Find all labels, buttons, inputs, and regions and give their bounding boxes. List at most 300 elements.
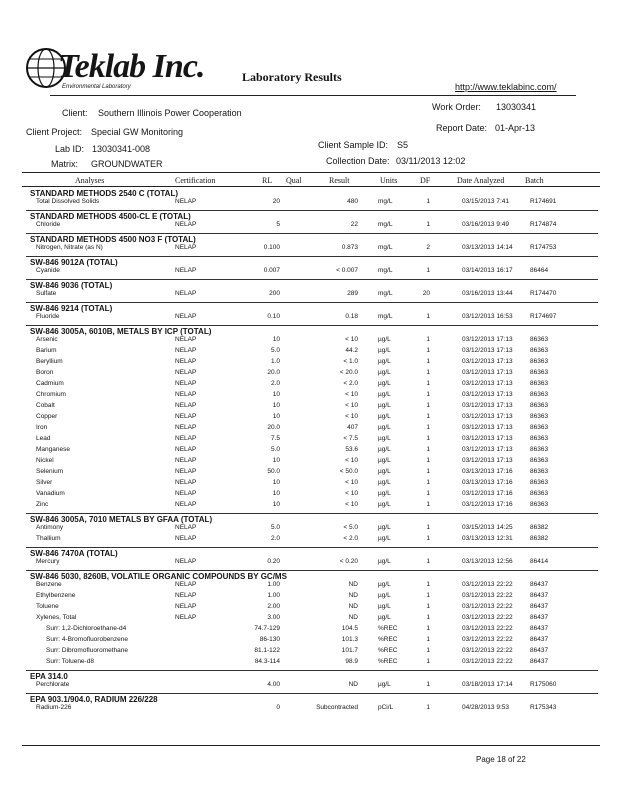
table-row	[0, 435, 619, 446]
result-cell: < 10	[345, 336, 358, 343]
footer-rule	[22, 745, 600, 746]
units-cell: µg/L	[378, 614, 391, 621]
analyte-cell: Nickel	[36, 457, 54, 464]
logo-subtitle: Environmental Laboratory	[62, 84, 131, 90]
rl-cell: 10	[272, 501, 280, 508]
analyte-cell: Perchlorate	[36, 681, 70, 688]
df-cell: 1	[426, 558, 430, 565]
date-analyzed-cell: 03/12/2013 17:13	[462, 402, 513, 409]
result-cell: 0.18	[345, 313, 358, 320]
rl-cell: 20.0	[267, 424, 280, 431]
batch-cell: 86363	[530, 380, 549, 387]
rl-cell: 10	[272, 402, 280, 409]
rl-cell: 5.0	[270, 446, 280, 453]
date-analyzed-cell: 03/12/2013 22:22	[462, 625, 513, 632]
rl-cell: 74.7-129	[254, 625, 280, 632]
rl-cell: 2.00	[267, 603, 280, 610]
date-analyzed-cell: 03/14/2013 16:17	[462, 267, 513, 274]
rl-cell: 20.0	[267, 369, 280, 376]
batch-cell: 86382	[530, 524, 549, 531]
date-analyzed-cell: 03/12/2013 17:13	[462, 358, 513, 365]
analyte-cell: Radium-226	[36, 704, 72, 711]
result-cell: < 5.0	[343, 524, 358, 531]
analyte-cell: Silver	[36, 479, 53, 486]
df-cell: 1	[426, 535, 430, 542]
result-cell: 101.3	[341, 636, 358, 643]
certification-cell: NELAP	[175, 446, 197, 453]
df-cell: 1	[426, 636, 430, 643]
certification-cell: NELAP	[175, 369, 197, 376]
result-cell: < 10	[345, 479, 358, 486]
units-cell: µg/L	[378, 479, 391, 486]
page-title: Laboratory Results	[242, 70, 342, 84]
date-analyzed-cell: 03/15/2013 14:25	[462, 524, 513, 531]
df-cell: 1	[426, 625, 430, 632]
batch-cell: 86363	[530, 347, 549, 354]
table-row	[0, 681, 619, 692]
analyte-cell: Arsenic	[36, 336, 58, 343]
batch-cell: 86437	[530, 658, 549, 665]
batch-cell: 86414	[530, 558, 549, 565]
units-cell: %REC	[378, 647, 398, 654]
date-analyzed-cell: 03/18/2013 17:14	[462, 681, 513, 688]
df-cell: 2	[426, 244, 430, 251]
batch-cell: 86437	[530, 647, 549, 654]
batch-cell: 86437	[530, 614, 549, 621]
date-analyzed-cell: 03/12/2013 17:13	[462, 336, 513, 343]
date-analyzed-cell: 03/12/2013 16:53	[462, 313, 513, 320]
df-cell: 1	[426, 614, 430, 621]
certification-cell: NELAP	[175, 524, 197, 531]
columns-bottom-rule	[22, 186, 600, 187]
result-cell: 98.9	[345, 658, 358, 665]
units-cell: %REC	[378, 636, 398, 643]
table-row	[0, 198, 619, 209]
units-cell: µg/L	[378, 424, 391, 431]
table-row	[0, 358, 619, 369]
df-cell: 1	[426, 198, 430, 205]
client-value: Southern Illinois Power Cooperation	[98, 108, 242, 118]
result-cell: ND	[348, 681, 358, 688]
rl-cell: 4.00	[267, 681, 280, 688]
lab-id-value: 13030341-008	[92, 144, 151, 154]
batch-cell: R174470	[530, 290, 557, 297]
rl-cell: 0.20	[267, 558, 280, 565]
date-analyzed-cell: 03/12/2013 17:13	[462, 413, 513, 420]
df-cell: 1	[426, 424, 430, 431]
table-row	[0, 290, 619, 301]
table-row	[0, 221, 619, 232]
analyte-cell: Copper	[36, 413, 58, 420]
df-cell: 1	[426, 647, 430, 654]
df-cell: 1	[426, 446, 430, 453]
table-row	[0, 457, 619, 468]
analyte-cell: Selenium	[36, 468, 64, 475]
table-row	[0, 658, 619, 669]
analyte-cell: Chloride	[36, 221, 61, 228]
batch-cell: R175343	[530, 704, 557, 711]
result-cell: 0.873	[341, 244, 358, 251]
method-section-title: STANDARD METHODS 2540 C (TOTAL)	[30, 189, 179, 198]
table-row	[0, 313, 619, 324]
batch-cell: 86437	[530, 625, 549, 632]
logo-wordmark: Teklab Inc.	[58, 48, 205, 85]
units-cell: mg/L	[378, 244, 393, 251]
table-row	[0, 603, 619, 614]
result-cell: ND	[348, 603, 358, 610]
df-cell: 1	[426, 479, 430, 486]
df-cell: 1	[426, 524, 430, 531]
date-analyzed-cell: 03/12/2013 17:16	[462, 490, 513, 497]
analyte-cell: Total Dissolved Solids	[36, 198, 100, 205]
col-date-analyzed: Date Analyzed	[457, 176, 505, 185]
table-row	[0, 636, 619, 647]
units-cell: µg/L	[378, 413, 391, 420]
units-cell: mg/L	[378, 267, 393, 274]
client-label: Client:	[62, 108, 88, 118]
batch-cell: 86363	[530, 402, 549, 409]
df-cell: 1	[426, 267, 430, 274]
rl-cell: 0	[276, 704, 280, 711]
table-row	[0, 424, 619, 435]
units-cell: µg/L	[378, 558, 391, 565]
certification-cell: NELAP	[175, 592, 197, 599]
rl-cell: 10	[272, 490, 280, 497]
date-analyzed-cell: 03/13/2013 17:16	[462, 479, 513, 486]
rl-cell: 84.3-114	[254, 658, 280, 665]
df-cell: 1	[426, 358, 430, 365]
method-section-title: SW-846 9036 (TOTAL)	[30, 281, 113, 290]
certification-cell: NELAP	[175, 347, 197, 354]
batch-cell: 86363	[530, 490, 549, 497]
result-cell: ND	[348, 581, 358, 588]
analyte-cell: Ethylbenzene	[36, 592, 76, 599]
analyte-cell: Cadmium	[36, 380, 64, 387]
units-cell: %REC	[378, 658, 398, 665]
analyte-cell: Iron	[36, 424, 48, 431]
method-section-title: EPA 903.1/904.0, RADIUM 226/228	[30, 695, 158, 704]
rl-cell: 0.007	[263, 267, 280, 274]
date-analyzed-cell: 03/12/2013 22:22	[462, 636, 513, 643]
df-cell: 1	[426, 313, 430, 320]
units-cell: µg/L	[378, 468, 391, 475]
certification-cell: NELAP	[175, 244, 197, 251]
certification-cell: NELAP	[175, 614, 197, 621]
df-cell: 1	[426, 704, 430, 711]
col-batch: Batch	[525, 176, 544, 185]
units-cell: µg/L	[378, 446, 391, 453]
df-cell: 1	[426, 490, 430, 497]
table-row	[0, 614, 619, 625]
analyte-cell: Toluene	[36, 603, 59, 610]
header-rule	[50, 95, 576, 96]
batch-cell: R174874	[530, 221, 557, 228]
date-analyzed-cell: 03/12/2013 17:13	[462, 347, 513, 354]
certification-cell: NELAP	[175, 290, 197, 297]
rl-cell: 200	[269, 290, 280, 297]
certification-cell: NELAP	[175, 603, 197, 610]
units-cell: µg/L	[378, 592, 391, 599]
batch-cell: 86437	[530, 603, 549, 610]
units-cell: µg/L	[378, 603, 391, 610]
certification-cell: NELAP	[175, 468, 197, 475]
date-analyzed-cell: 03/12/2013 17:13	[462, 457, 513, 464]
batch-cell: R174753	[530, 244, 557, 251]
units-cell: µg/L	[378, 358, 391, 365]
analyte-cell: Surr: 4-Bromofluorobenzene	[46, 636, 129, 643]
rl-cell: 10	[272, 391, 280, 398]
batch-cell: 86363	[530, 435, 549, 442]
certification-cell: NELAP	[175, 221, 197, 228]
df-cell: 1	[426, 336, 430, 343]
units-cell: µg/L	[378, 681, 391, 688]
units-cell: µg/L	[378, 490, 391, 497]
table-row	[0, 369, 619, 380]
result-cell: 22	[350, 221, 358, 228]
certification-cell: NELAP	[175, 435, 197, 442]
analyte-cell: Nitrogen, Nitrate (as N)	[36, 244, 103, 251]
result-cell: < 10	[345, 413, 358, 420]
result-cell: 289	[347, 290, 358, 297]
date-analyzed-cell: 03/12/2013 17:13	[462, 369, 513, 376]
date-analyzed-cell: 03/12/2013 17:13	[462, 424, 513, 431]
df-cell: 1	[426, 369, 430, 376]
project-value: Special GW Monitoring	[91, 127, 184, 137]
collection-date-value: 03/11/2013 12:02	[396, 156, 466, 166]
table-row	[0, 446, 619, 457]
report-date-value: 01-Apr-13	[495, 123, 536, 133]
analyte-cell: Fluoride	[36, 313, 60, 320]
date-analyzed-cell: 03/13/2013 12:56	[462, 558, 513, 565]
certification-cell: NELAP	[175, 558, 197, 565]
date-analyzed-cell: 03/12/2013 22:22	[462, 658, 513, 665]
certification-cell: NELAP	[175, 424, 197, 431]
date-analyzed-cell: 03/13/2013 17:16	[462, 468, 513, 475]
result-cell: 101.7	[341, 647, 358, 654]
table-row	[0, 468, 619, 479]
date-analyzed-cell: 03/12/2013 22:22	[462, 592, 513, 599]
section-divider	[26, 693, 598, 694]
batch-cell: 86437	[530, 592, 549, 599]
rl-cell: 86-130	[259, 636, 280, 643]
analyte-cell: Vanadium	[36, 490, 65, 497]
rl-cell: 5.0	[270, 347, 280, 354]
result-cell: 53.6	[345, 446, 358, 453]
table-row	[0, 535, 619, 546]
analyte-cell: Cyanide	[36, 267, 60, 274]
table-row	[0, 402, 619, 413]
units-cell: µg/L	[378, 347, 391, 354]
analyte-cell: Beryllium	[36, 358, 63, 365]
rl-cell: 0.100	[263, 244, 280, 251]
matrix-label: Matrix:	[51, 159, 78, 169]
analyte-cell: Surr: Toluene-d8	[46, 658, 94, 665]
method-section-title: SW-846 3005A, 7010 METALS BY GFAA (TOTAL)	[30, 515, 213, 524]
report-date-label: Report Date:	[436, 123, 488, 133]
result-cell: ND	[348, 592, 358, 599]
work-order-label: Work Order:	[432, 102, 481, 112]
analyte-cell: Chromium	[36, 391, 66, 398]
rl-cell: 5.0	[270, 524, 280, 531]
date-analyzed-cell: 03/12/2013 17:13	[462, 446, 513, 453]
section-divider	[26, 325, 598, 326]
page-number: Page 18 of 22	[476, 755, 526, 764]
batch-cell: 86363	[530, 479, 549, 486]
analyte-cell: Xylenes, Total	[36, 614, 77, 621]
certification-cell: NELAP	[175, 391, 197, 398]
date-analyzed-cell: 03/13/2013 12:31	[462, 535, 513, 542]
table-row	[0, 347, 619, 358]
col-rl: RL	[262, 176, 273, 185]
df-cell: 1	[426, 681, 430, 688]
section-divider	[26, 210, 598, 211]
units-cell: µg/L	[378, 336, 391, 343]
result-cell: < 1.0	[343, 358, 358, 365]
batch-cell: 86363	[530, 413, 549, 420]
df-cell: 1	[426, 581, 430, 588]
table-row	[0, 592, 619, 603]
col-df: DF	[420, 176, 431, 185]
df-cell: 1	[426, 658, 430, 665]
analyte-cell: Zinc	[36, 501, 49, 508]
result-cell: < 2.0	[343, 535, 358, 542]
certification-cell: NELAP	[175, 402, 197, 409]
analyte-cell: Surr: 1,2-Dichloroethane-d4	[46, 625, 127, 632]
col-certification: Certification	[175, 176, 216, 185]
table-row	[0, 625, 619, 636]
rl-cell: 2.0	[270, 535, 280, 542]
units-cell: µg/L	[378, 524, 391, 531]
table-row	[0, 336, 619, 347]
batch-cell: R174691	[530, 198, 557, 205]
rl-cell: 10	[272, 479, 280, 486]
units-cell: µg/L	[378, 457, 391, 464]
method-section-title: SW-846 9214 (TOTAL)	[30, 304, 113, 313]
analyte-cell: Cobalt	[36, 402, 55, 409]
df-cell: 1	[426, 435, 430, 442]
section-divider	[26, 302, 598, 303]
method-section-title: SW-846 3005A, 6010B, METALS BY ICP (TOTAL)	[30, 327, 212, 336]
certification-cell: NELAP	[175, 267, 197, 274]
rl-cell: 10	[272, 413, 280, 420]
date-analyzed-cell: 03/12/2013 22:22	[462, 603, 513, 610]
result-cell: < 0.007	[336, 267, 358, 274]
table-row	[0, 558, 619, 569]
units-cell: µg/L	[378, 380, 391, 387]
teklab-logo	[24, 46, 205, 95]
table-row	[0, 524, 619, 535]
rl-cell: 5	[276, 221, 280, 228]
rl-cell: 81.1-122	[254, 647, 280, 654]
batch-cell: 86437	[530, 636, 549, 643]
batch-cell: R175060	[530, 681, 557, 688]
date-analyzed-cell: 03/13/2013 14:14	[462, 244, 513, 251]
batch-cell: 86363	[530, 336, 549, 343]
analyte-cell: Thallium	[36, 535, 61, 542]
batch-cell: 86363	[530, 501, 549, 508]
result-cell: < 10	[345, 490, 358, 497]
columns-top-rule	[22, 172, 600, 173]
section-divider	[26, 233, 598, 234]
units-cell: %REC	[378, 625, 398, 632]
table-row	[0, 244, 619, 255]
col-units: Units	[380, 176, 398, 185]
table-row	[0, 391, 619, 402]
df-cell: 1	[426, 501, 430, 508]
batch-cell: R174697	[530, 313, 557, 320]
work-order-value: 13030341	[496, 102, 537, 112]
method-section-title: SW-846 9012A (TOTAL)	[30, 258, 118, 267]
rl-cell: 3.00	[267, 614, 280, 621]
website-link[interactable]: http://www.teklabinc.com/	[455, 82, 557, 92]
rl-cell: 10	[272, 457, 280, 464]
method-section-title: STANDARD METHODS 4500 NO3 F (TOTAL)	[30, 235, 196, 244]
df-cell: 1	[426, 380, 430, 387]
table-row	[0, 380, 619, 391]
section-divider	[26, 547, 598, 548]
result-cell: < 20.0	[339, 369, 358, 376]
batch-cell: 86464	[530, 267, 549, 274]
df-cell: 1	[426, 391, 430, 398]
rl-cell: 2.0	[270, 380, 280, 387]
df-cell: 1	[426, 413, 430, 420]
result-cell: 407	[347, 424, 358, 431]
units-cell: µg/L	[378, 369, 391, 376]
table-row	[0, 267, 619, 278]
rl-cell: 1.00	[267, 592, 280, 599]
result-cell: < 0.20	[339, 558, 358, 565]
result-cell: < 50.0	[339, 468, 358, 475]
analyte-cell: Boron	[36, 369, 54, 376]
certification-cell: NELAP	[175, 336, 197, 343]
date-analyzed-cell: 03/12/2013 22:22	[462, 614, 513, 621]
rl-cell: 7.5	[270, 435, 280, 442]
df-cell: 1	[426, 592, 430, 599]
result-cell: 480	[347, 198, 358, 205]
units-cell: µg/L	[378, 581, 391, 588]
certification-cell: NELAP	[175, 457, 197, 464]
analyte-cell: Sulfate	[36, 290, 57, 297]
result-cell: ND	[348, 614, 358, 621]
method-section-title: SW-846 7470A (TOTAL)	[30, 549, 118, 558]
certification-cell: NELAP	[175, 313, 197, 320]
units-cell: µg/L	[378, 535, 391, 542]
method-section-title: STANDARD METHODS 4500-CL E (TOTAL)	[30, 212, 191, 221]
batch-cell: 86363	[530, 446, 549, 453]
date-analyzed-cell: 03/12/2013 22:22	[462, 647, 513, 654]
analyte-cell: Lead	[36, 435, 51, 442]
result-cell: < 10	[345, 391, 358, 398]
batch-cell: 86363	[530, 457, 549, 464]
date-analyzed-cell: 03/12/2013 17:13	[462, 391, 513, 398]
batch-cell: 86363	[530, 358, 549, 365]
table-row	[0, 413, 619, 424]
analyte-cell: Benzene	[36, 581, 62, 588]
certification-cell: NELAP	[175, 198, 197, 205]
df-cell: 1	[426, 603, 430, 610]
result-cell: 104.5	[341, 625, 358, 632]
units-cell: mg/L	[378, 290, 393, 297]
collection-date-label: Collection Date:	[326, 156, 390, 166]
batch-cell: 86363	[530, 468, 549, 475]
lab-id-label: Lab ID:	[55, 144, 85, 154]
analyte-cell: Mercury	[36, 558, 60, 565]
result-cell: < 2.0	[343, 380, 358, 387]
result-cell: 44.2	[345, 347, 358, 354]
certification-cell: NELAP	[175, 581, 197, 588]
table-row	[0, 581, 619, 592]
df-cell: 1	[426, 457, 430, 464]
